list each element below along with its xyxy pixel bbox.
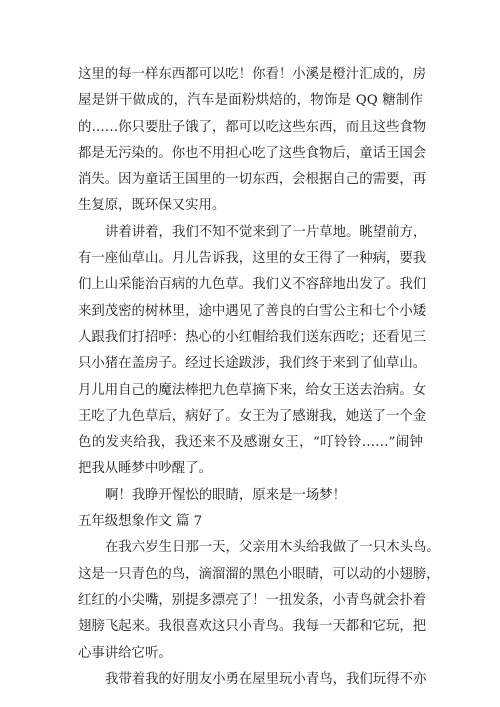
text-line: 只小猪在盖房子。经过长途跋涉，我们终于来到了仙草山。 [78, 356, 427, 372]
text-line: 把我从睡梦中吵醒了。 [78, 461, 212, 477]
text-line: 翅膀飞起来。我很喜欢这只小青鸟。我每一天都和它玩，把 [78, 619, 427, 635]
text-line: 消失。因为童话王国里的一切东西，会根据自己的需要，再 [78, 172, 427, 188]
text-line: 红红的小尖嘴，别提多漂亮了！一扭发条，小青鸟就会扑着 [78, 592, 427, 608]
text-line: 我带着我的好朋友小勇在屋里玩小青鸟，我们玩得不亦 [105, 671, 427, 687]
text-line: 人跟我们打招呼：热心的小红帽给我们送东西吃；还看见三 [78, 329, 427, 345]
text-line: 有一座仙草山。月儿告诉我，这里的女王得了一种病，要我 [78, 251, 427, 267]
text-line: 讲着讲着，我们不知不觉来到了一片草地。眺望前方， [105, 224, 427, 240]
document-page [78, 62, 440, 693]
text-line: 在我六岁生日那一天，父亲用木头给我做了一只木头鸟。 [105, 540, 440, 556]
text-line: 啊！我睁开惺忪的眼睛，原来是一场梦！ [105, 487, 347, 503]
text-line: 王吃了九色草后，病好了。女王为了感谢我，她送了一个金 [78, 408, 427, 424]
text-line: 屋是饼干做成的，汽车是面粉烘焙的，物饰是 QQ 糖制作 [78, 93, 423, 109]
text-line: 的……你只要肚子饿了，都可以吃这些东西，而且这些食物 [78, 119, 427, 135]
text-line: 心事讲给它听。 [78, 645, 172, 661]
text-line: 生复原，既环保又实用。 [78, 198, 226, 214]
text-line: 来到茂密的树林里，途中遇见了善良的白雪公主和七个小矮 [78, 303, 427, 319]
text-line: 这是一只青色的鸟，滴溜溜的黑色小眼睛，可以动的小翅膀， [78, 566, 440, 582]
text-line: 色的发夹给我，我还来不及感谢女王，“叮铃铃……”闹钟 [78, 435, 423, 451]
text-line: 们上山采能治百病的九色草。我们义不容辞地出发了。我们 [78, 277, 427, 293]
section-heading: 五年级想象作文 篇 7 [78, 514, 203, 530]
text-line: 都是无污染的。你也不用担心吃了这些食物后，童话王国会 [78, 145, 427, 161]
text-line: 这里的每一样东西都可以吃！你看！小溪是橙汁汇成的，房 [78, 67, 427, 82]
text-line: 月儿用自己的魔法棒把九色草摘下来，给女王送去治病。女 [78, 382, 427, 398]
